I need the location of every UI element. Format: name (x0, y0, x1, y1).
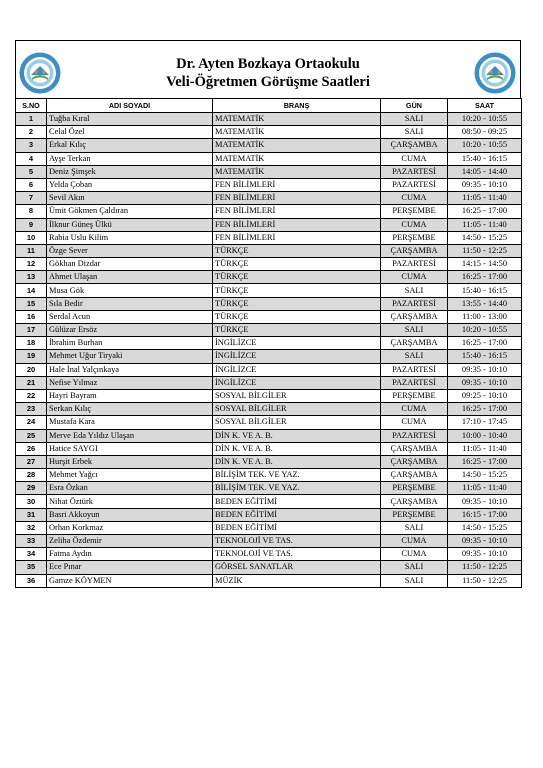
meeting-time: 14:50 - 15:25 (448, 521, 522, 534)
meeting-day: PAZARTESİ (381, 178, 448, 191)
teacher-name: Serkan Kılıç (47, 403, 213, 416)
row-number: 31 (16, 508, 47, 521)
row-number: 15 (16, 297, 47, 310)
meeting-day: CUMA (381, 416, 448, 429)
table-row (16, 442, 522, 455)
table-row (16, 231, 522, 244)
subject: BEDEN EĞİTİMİ (213, 521, 381, 534)
meeting-day: CUMA (381, 271, 448, 284)
subject: TÜRKÇE (213, 284, 381, 297)
meeting-day: CUMA (381, 152, 448, 165)
meeting-day: SALI (381, 574, 448, 587)
table-row (16, 165, 522, 178)
table-row (16, 113, 522, 126)
column-header: SAAT (448, 99, 522, 113)
meeting-day: PERŞEMBE (381, 508, 448, 521)
subject: DİN K. VE A. B. (213, 455, 381, 468)
teacher-name: Mehmet Uğur Tiryaki (47, 350, 213, 363)
meeting-day: PERŞEMBE (381, 389, 448, 402)
teacher-name: Hale İnal Yalçınkaya (47, 363, 213, 376)
teacher-name: Erkal Kılıç (47, 139, 213, 152)
schedule-sheet (15, 40, 521, 588)
table-header-row (16, 99, 522, 113)
meeting-time: 11:05 - 11:40 (448, 482, 522, 495)
meeting-hours-table (15, 98, 522, 588)
meeting-time: 15:40 - 16:15 (448, 350, 522, 363)
meeting-day: ÇARŞAMBA (381, 244, 448, 257)
subject: FEN BİLİMLERİ (213, 205, 381, 218)
table-row (16, 350, 522, 363)
teacher-name: Ahmet Ulaşan (47, 271, 213, 284)
table-row (16, 310, 522, 323)
row-number: 23 (16, 403, 47, 416)
table-row (16, 258, 522, 271)
subject: DİN K. VE A. B. (213, 429, 381, 442)
subject: TÜRKÇE (213, 258, 381, 271)
row-number: 1 (16, 113, 47, 126)
subject: GÖRSEL SANATLAR (213, 561, 381, 574)
teacher-name: Tuğba Kıral (47, 113, 213, 126)
subject: FEN BİLİMLERİ (213, 192, 381, 205)
teacher-name: Gamze KÖYMEN (47, 574, 213, 587)
row-number: 11 (16, 244, 47, 257)
meeting-day: SALI (381, 324, 448, 337)
meeting-day: PAZARTESİ (381, 297, 448, 310)
teacher-name: İlknur Güneş Ülkü (47, 218, 213, 231)
meeting-time: 16:25 - 17:00 (448, 455, 522, 468)
subject: MATEMATİK (213, 165, 381, 178)
row-number: 36 (16, 574, 47, 587)
row-number: 21 (16, 376, 47, 389)
meeting-time: 09:25 - 10:10 (448, 389, 522, 402)
row-number: 9 (16, 218, 47, 231)
row-number: 10 (16, 231, 47, 244)
subject: BİLİŞİM TEK. VE YAZ. (213, 469, 381, 482)
row-number: 12 (16, 258, 47, 271)
row-number: 16 (16, 310, 47, 323)
row-number: 3 (16, 139, 47, 152)
teacher-name: Hurşit Erbek (47, 455, 213, 468)
subject: BEDEN EĞİTİMİ (213, 508, 381, 521)
row-number: 30 (16, 495, 47, 508)
meeting-time: 11:05 - 11:40 (448, 218, 522, 231)
row-number: 2 (16, 126, 47, 139)
meeting-day: ÇARŞAMBA (381, 495, 448, 508)
meeting-day: SALI (381, 113, 448, 126)
subject: FEN BİLİMLERİ (213, 218, 381, 231)
table-row (16, 535, 522, 548)
meeting-day: PAZARTESİ (381, 376, 448, 389)
row-number: 5 (16, 165, 47, 178)
row-number: 34 (16, 548, 47, 561)
meeting-time: 11:05 - 11:40 (448, 442, 522, 455)
teacher-name: Hatice SAYGI (47, 442, 213, 455)
row-number: 32 (16, 521, 47, 534)
table-row (16, 152, 522, 165)
table-row (16, 416, 522, 429)
meeting-time: 10:20 - 10:55 (448, 324, 522, 337)
table-row (16, 337, 522, 350)
subject: İNGİLİZCE (213, 337, 381, 350)
teacher-name: Zeliha Özdemir (47, 535, 213, 548)
column-header: GÜN (381, 99, 448, 113)
row-number: 33 (16, 535, 47, 548)
subject: TÜRKÇE (213, 271, 381, 284)
table-row (16, 403, 522, 416)
teacher-name: Basri Akkoyun (47, 508, 213, 521)
table-row (16, 271, 522, 284)
meeting-day: PERŞEMBE (381, 205, 448, 218)
row-number: 17 (16, 324, 47, 337)
subject: MÜZİK (213, 574, 381, 587)
teacher-name: Deniz Şimşek (47, 165, 213, 178)
teacher-name: Özge Sever (47, 244, 213, 257)
teacher-name: Fatma Aydın (47, 548, 213, 561)
column-header: ADI SOYADI (47, 99, 213, 113)
subject: TÜRKÇE (213, 310, 381, 323)
subject: MATEMATİK (213, 113, 381, 126)
row-number: 20 (16, 363, 47, 376)
meeting-day: SALI (381, 284, 448, 297)
column-header: S.NO (16, 99, 47, 113)
meeting-day: ÇARŞAMBA (381, 310, 448, 323)
meeting-time: 15:40 - 16:15 (448, 152, 522, 165)
meeting-day: CUMA (381, 218, 448, 231)
table-row (16, 482, 522, 495)
table-row (16, 469, 522, 482)
teacher-name: İbrahim Burhan (47, 337, 213, 350)
school-name: Dr. Ayten Bozkaya Ortaokulu (176, 56, 360, 72)
meeting-day: ÇARŞAMBA (381, 139, 448, 152)
meeting-day: SALI (381, 350, 448, 363)
meeting-time: 11:50 - 12:25 (448, 561, 522, 574)
meeting-time: 11:00 - 13:00 (448, 310, 522, 323)
meeting-time: 13:55 - 14:40 (448, 297, 522, 310)
meeting-day: PAZARTESİ (381, 429, 448, 442)
row-number: 26 (16, 442, 47, 455)
school-seal-icon (473, 51, 517, 95)
teacher-name: Gülüzar Ersöz (47, 324, 213, 337)
meeting-time: 08:50 - 09:25 (448, 126, 522, 139)
row-number: 35 (16, 561, 47, 574)
meeting-day: ÇARŞAMBA (381, 337, 448, 350)
teacher-name: Nefise Yılmaz (47, 376, 213, 389)
table-row (16, 218, 522, 231)
table-row (16, 376, 522, 389)
meeting-day: PERŞEMBE (381, 231, 448, 244)
meeting-day: ÇARŞAMBA (381, 442, 448, 455)
meeting-time: 11:50 - 12:25 (448, 244, 522, 257)
meeting-time: 14:50 - 15:25 (448, 469, 522, 482)
teacher-name: Serdal Acun (47, 310, 213, 323)
subject: DİN K. VE A. B. (213, 442, 381, 455)
teacher-name: Musa Gök (47, 284, 213, 297)
table-row (16, 521, 522, 534)
subject: İNGİLİZCE (213, 376, 381, 389)
meeting-day: PAZARTESİ (381, 258, 448, 271)
teacher-name: Ece Pınar (47, 561, 213, 574)
row-number: 13 (16, 271, 47, 284)
row-number: 4 (16, 152, 47, 165)
meeting-time: 15:40 - 16:15 (448, 284, 522, 297)
meeting-day: CUMA (381, 548, 448, 561)
row-number: 8 (16, 205, 47, 218)
meeting-time: 09:35 - 10:10 (448, 535, 522, 548)
row-number: 22 (16, 389, 47, 402)
teacher-name: Merve Eda Yıldız Ulaşan (47, 429, 213, 442)
subject: BEDEN EĞİTİMİ (213, 495, 381, 508)
teacher-name: Rabia Uslu Kilim (47, 231, 213, 244)
table-row (16, 244, 522, 257)
teacher-name: Mehmet Yağcı (47, 469, 213, 482)
row-number: 18 (16, 337, 47, 350)
subject: SOSYAL BİLGİLER (213, 403, 381, 416)
subject: FEN BİLİMLERİ (213, 178, 381, 191)
subject: FEN BİLİMLERİ (213, 231, 381, 244)
meeting-day: CUMA (381, 403, 448, 416)
row-number: 7 (16, 192, 47, 205)
meeting-time: 14:05 - 14:40 (448, 165, 522, 178)
meeting-time: 09:35 - 10:10 (448, 548, 522, 561)
teacher-name: Mustafa Kara (47, 416, 213, 429)
subject: TEKNOLOJİ VE TAS. (213, 535, 381, 548)
meeting-time: 10:20 - 10:55 (448, 113, 522, 126)
teacher-name: Ayşe Terkan (47, 152, 213, 165)
subject: TEKNOLOJİ VE TAS. (213, 548, 381, 561)
teacher-name: Sevil Akın (47, 192, 213, 205)
meeting-time: 16:15 - 17:00 (448, 508, 522, 521)
subject: İNGİLİZCE (213, 363, 381, 376)
table-row (16, 495, 522, 508)
table-row (16, 548, 522, 561)
meeting-time: 11:50 - 12:25 (448, 574, 522, 587)
table-row (16, 205, 522, 218)
teacher-name: Nihat Öztürk (47, 495, 213, 508)
teacher-name: Orhan Korkmaz (47, 521, 213, 534)
row-number: 6 (16, 178, 47, 191)
meeting-day: ÇARŞAMBA (381, 469, 448, 482)
subject: TÜRKÇE (213, 324, 381, 337)
meeting-time: 14:15 - 14:50 (448, 258, 522, 271)
subject: TÜRKÇE (213, 244, 381, 257)
table-row (16, 363, 522, 376)
subject: MATEMATİK (213, 126, 381, 139)
subject: SOSYAL BİLGİLER (213, 416, 381, 429)
table-row (16, 192, 522, 205)
meeting-day: SALI (381, 561, 448, 574)
subject: MATEMATİK (213, 152, 381, 165)
teacher-name: Ümit Gökmen Çaldıran (47, 205, 213, 218)
row-number: 29 (16, 482, 47, 495)
meeting-time: 16:25 - 17:00 (448, 403, 522, 416)
table-row (16, 389, 522, 402)
teacher-name: Esra Özkan (47, 482, 213, 495)
table-row (16, 284, 522, 297)
teacher-name: Sıla Bedir (47, 297, 213, 310)
row-number: 24 (16, 416, 47, 429)
row-number: 25 (16, 429, 47, 442)
document-header (15, 40, 521, 98)
teacher-name: Gökhan Dizdar (47, 258, 213, 271)
meeting-time: 11:05 - 11:40 (448, 192, 522, 205)
document-title: Veli-Öğretmen Görüşme Saatleri (166, 74, 370, 90)
meeting-day: PAZARTESİ (381, 363, 448, 376)
table-row (16, 324, 522, 337)
meeting-time: 16:25 - 17:00 (448, 271, 522, 284)
table-row (16, 429, 522, 442)
meeting-day: ÇARŞAMBA (381, 455, 448, 468)
meeting-time: 10:00 - 10:40 (448, 429, 522, 442)
meeting-time: 09:35 - 10:10 (448, 495, 522, 508)
subject: İNGİLİZCE (213, 350, 381, 363)
meeting-time: 09:35 - 10:10 (448, 363, 522, 376)
subject: MATEMATİK (213, 139, 381, 152)
subject: SOSYAL BİLGİLER (213, 389, 381, 402)
table-row (16, 139, 522, 152)
meeting-time: 16:25 - 17:00 (448, 205, 522, 218)
meeting-day: SALI (381, 126, 448, 139)
table-row (16, 455, 522, 468)
table-row (16, 508, 522, 521)
meeting-day: PERŞEMBE (381, 482, 448, 495)
meeting-time: 17:10 - 17:45 (448, 416, 522, 429)
teacher-name: Celal Özel (47, 126, 213, 139)
table-row (16, 561, 522, 574)
subject: BİLİŞİM TEK. VE YAZ. (213, 482, 381, 495)
table-row (16, 178, 522, 191)
meeting-day: CUMA (381, 192, 448, 205)
subject: TÜRKÇE (213, 297, 381, 310)
meeting-day: CUMA (381, 535, 448, 548)
column-header: BRANŞ (213, 99, 381, 113)
meeting-day: PAZARTESİ (381, 165, 448, 178)
table-row (16, 574, 522, 587)
table-row (16, 126, 522, 139)
meeting-day: SALI (381, 521, 448, 534)
meeting-time: 10:20 - 10:55 (448, 139, 522, 152)
table-row (16, 297, 522, 310)
meeting-time: 09:35 - 10:10 (448, 178, 522, 191)
teacher-name: Hayri Bayram (47, 389, 213, 402)
row-number: 19 (16, 350, 47, 363)
meeting-time: 16:25 - 17:00 (448, 337, 522, 350)
row-number: 28 (16, 469, 47, 482)
meeting-time: 09:35 - 10:10 (448, 376, 522, 389)
meeting-time: 14:50 - 15:25 (448, 231, 522, 244)
row-number: 14 (16, 284, 47, 297)
row-number: 27 (16, 455, 47, 468)
teacher-name: Yelda Çoban (47, 178, 213, 191)
